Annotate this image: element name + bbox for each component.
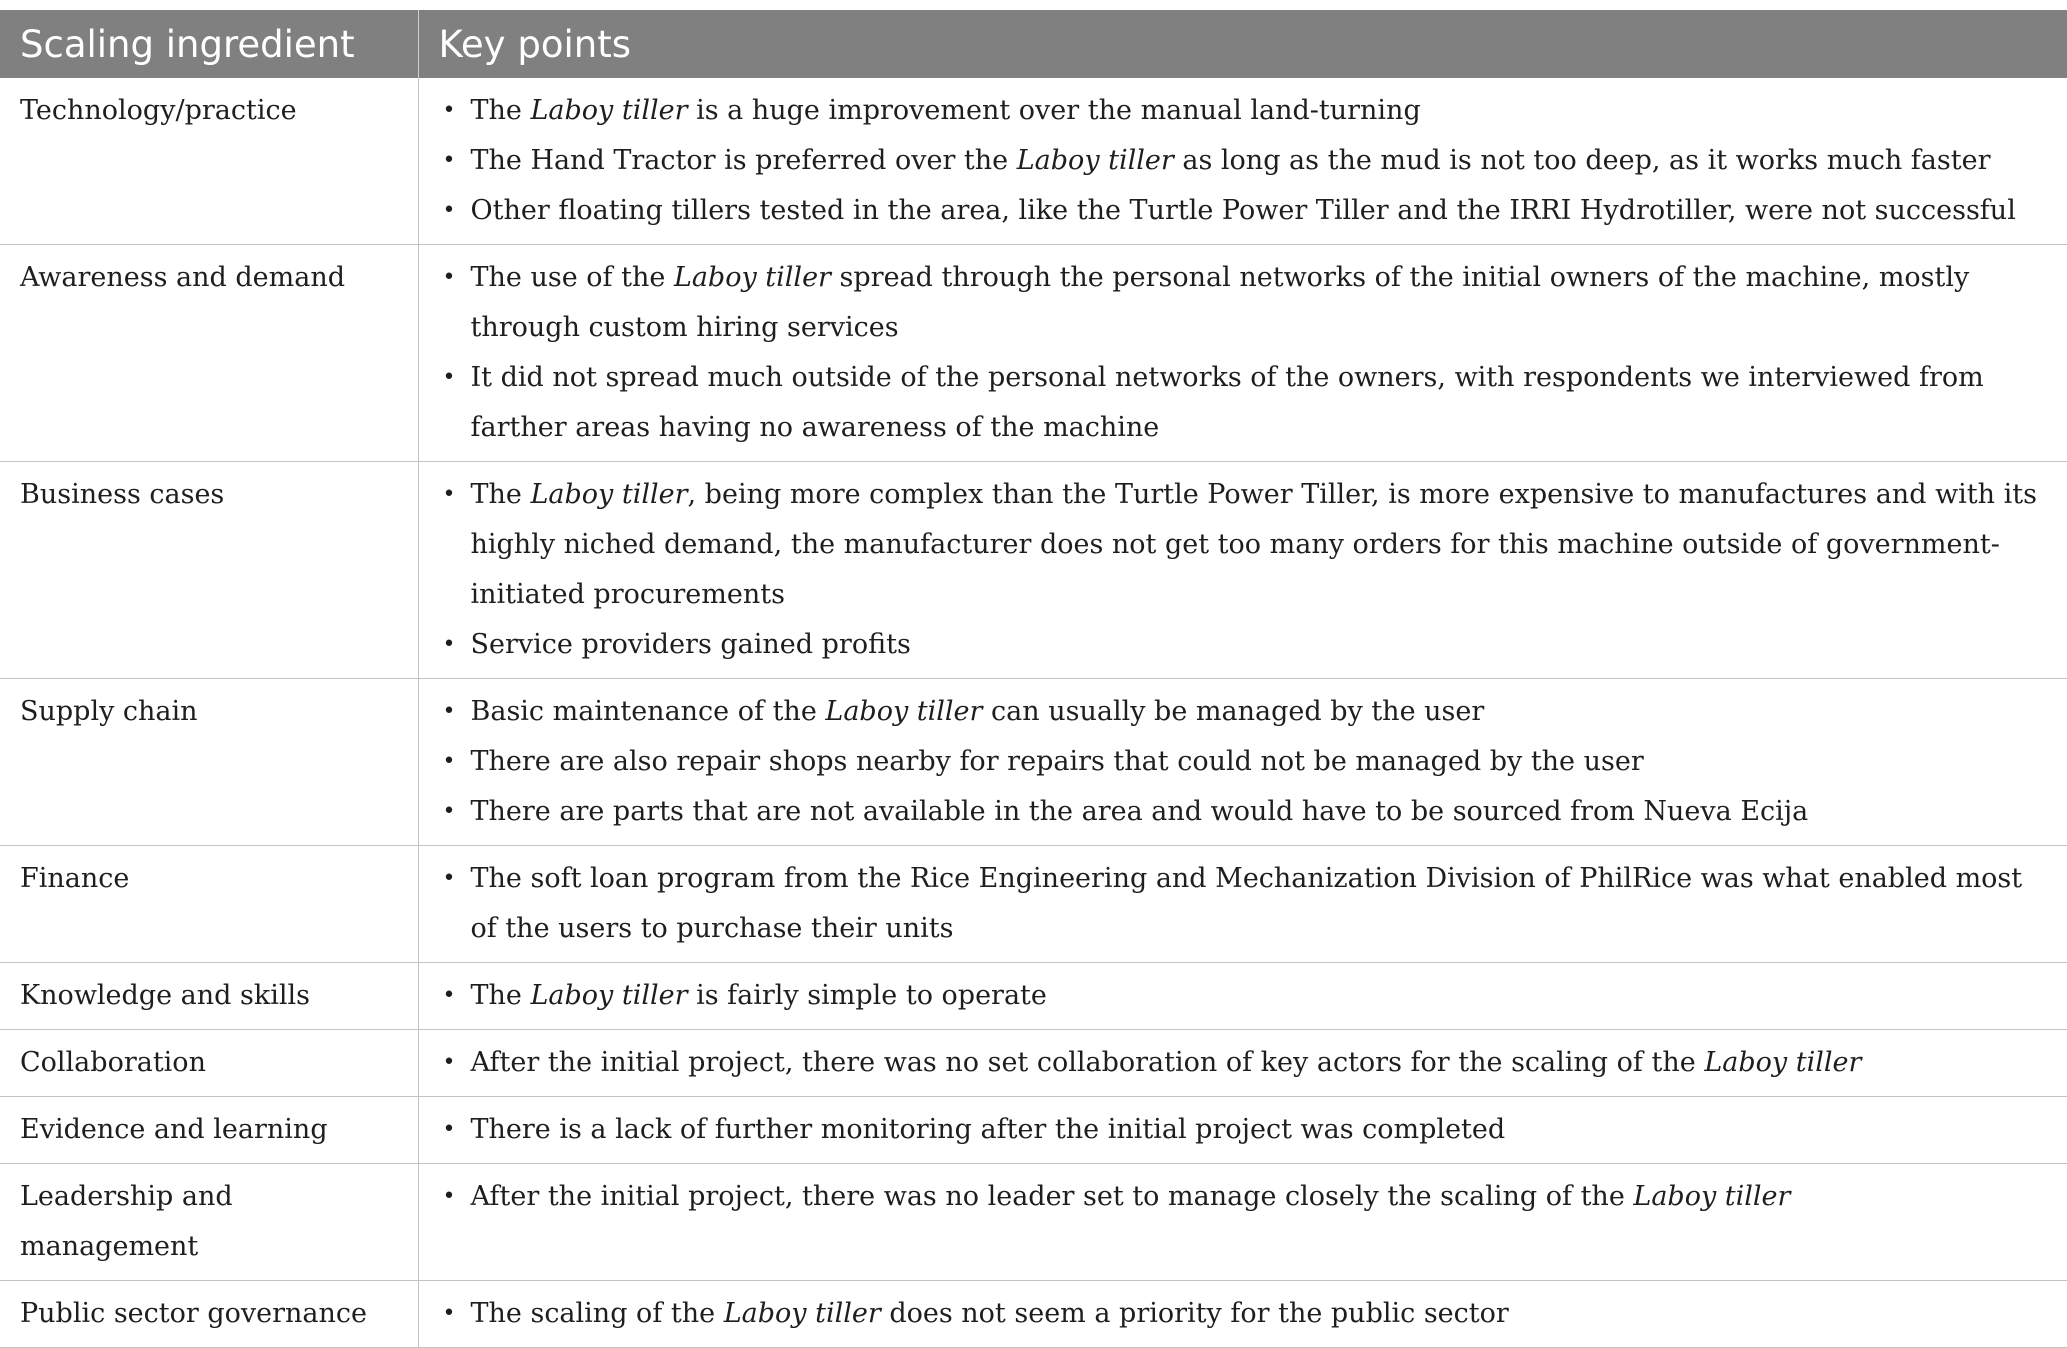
bullet-icon: • — [442, 265, 456, 290]
point-text: The — [470, 95, 531, 126]
key-points-cell — [418, 679, 2067, 846]
bullet-icon: • — [442, 799, 456, 824]
scaling-ingredient-cell: Finance — [0, 846, 418, 963]
key-points-cell — [418, 1281, 2067, 1348]
bullet-icon: • — [442, 1050, 456, 1075]
table-row — [0, 963, 2067, 1030]
point-text: There are also repair shops nearby for repairs that could not be managed by the user — [470, 746, 1644, 777]
table-row — [0, 78, 2067, 245]
key-points-list — [419, 1172, 2050, 1222]
key-points-cell — [418, 1030, 2067, 1097]
point-text: as long as the mud is not too deep, as it works much faster — [1173, 145, 1991, 176]
italic-term: Laboy tiller — [530, 479, 688, 510]
table-row — [0, 1097, 2067, 1164]
table-row — [0, 245, 2067, 462]
scaling-ingredient-cell: Leadership and management — [0, 1164, 418, 1281]
italic-term: Laboy tiller — [1704, 1047, 1862, 1078]
scaling-ingredient-cell: Public sector governance — [0, 1281, 418, 1348]
key-point-item — [419, 620, 2050, 670]
key-point-item — [419, 86, 2050, 136]
bullet-icon: • — [442, 198, 456, 223]
point-text: , being more complex than the Turtle Power Tiller, is more expensive to manufactures and with its highly niched demand, the manufacturer does not get too many orders for this machine outside of government-initiated procurements — [470, 479, 2037, 610]
table-row — [0, 679, 2067, 846]
key-point-item — [419, 1172, 2050, 1222]
scaling-ingredient-cell: Awareness and demand — [0, 245, 418, 462]
table-row — [0, 462, 2067, 679]
key-points-list — [419, 971, 2050, 1021]
table-row — [0, 1281, 2067, 1348]
bullet-icon: • — [442, 98, 456, 123]
table-body — [0, 78, 2067, 1348]
key-point-item — [419, 787, 2050, 837]
point-text: Service providers gained profits — [470, 629, 911, 660]
key-points-list — [419, 854, 2050, 954]
point-text: The soft loan program from the Rice Engineering and Mechanization Division of PhilRice was what enabled most of the users to purchase their units — [470, 863, 2023, 944]
key-point-item — [419, 186, 2050, 236]
key-points-cell — [418, 1097, 2067, 1164]
key-points-list — [419, 1038, 2050, 1088]
scaling-ingredient-cell: Evidence and learning — [0, 1097, 418, 1164]
point-text: can usually be managed by the user — [982, 696, 1485, 727]
bullet-icon: • — [442, 866, 456, 891]
bullet-icon: • — [442, 365, 456, 390]
italic-term: Laboy tiller — [723, 1298, 881, 1329]
key-point-item — [419, 136, 2050, 186]
key-points-cell — [418, 846, 2067, 963]
point-text: The use of the — [470, 262, 674, 293]
key-point-item — [419, 1105, 2050, 1155]
bullet-icon: • — [442, 1184, 456, 1209]
header-scaling-ingredient: Scaling ingredient — [0, 10, 418, 78]
point-text: After the initial project, there was no set collaboration of key actors for the scaling of the — [470, 1047, 1705, 1078]
key-points-list — [419, 470, 2050, 670]
point-text: The — [470, 980, 531, 1011]
key-point-item — [419, 470, 2050, 620]
italic-term: Laboy tiller — [673, 262, 831, 293]
point-text: The Hand Tractor is preferred over the — [470, 145, 1017, 176]
bullet-icon: • — [442, 983, 456, 1008]
scaling-ingredient-cell: Collaboration — [0, 1030, 418, 1097]
key-points-cell — [418, 78, 2067, 245]
key-point-item — [419, 737, 2050, 787]
point-text: Other floating tillers tested in the area, like the Turtle Power Tiller and the IRRI Hydrotiller, were not successful — [470, 195, 2016, 226]
table-row — [0, 1164, 2067, 1281]
table-row — [0, 1030, 2067, 1097]
bullet-icon: • — [442, 749, 456, 774]
italic-term: Laboy tiller — [1633, 1181, 1791, 1212]
header-row — [0, 10, 2067, 78]
key-points-list — [419, 1105, 2050, 1155]
key-point-item — [419, 854, 2050, 954]
key-point-item — [419, 687, 2050, 737]
point-text: It did not spread much outside of the personal networks of the owners, with respondents we interviewed from farther areas having no awareness of the machine — [470, 362, 1984, 443]
point-text: does not seem a priority for the public sector — [880, 1298, 1509, 1329]
key-points-cell — [418, 245, 2067, 462]
point-text: The — [470, 479, 531, 510]
key-point-item — [419, 971, 2050, 1021]
bullet-icon: • — [442, 1117, 456, 1142]
italic-term: Laboy tiller — [530, 980, 688, 1011]
bullet-icon: • — [442, 482, 456, 507]
scaling-ingredient-cell: Technology/practice — [0, 78, 418, 245]
italic-term: Laboy tiller — [1016, 145, 1174, 176]
table-row — [0, 846, 2067, 963]
key-points-cell — [418, 1164, 2067, 1281]
key-points-cell — [418, 462, 2067, 679]
bullet-icon: • — [442, 1301, 456, 1326]
scaling-ingredients-table — [0, 10, 2067, 1348]
key-point-item — [419, 353, 2050, 453]
bullet-icon: • — [442, 699, 456, 724]
point-text: The scaling of the — [470, 1298, 724, 1329]
key-points-cell — [418, 963, 2067, 1030]
key-point-item — [419, 1289, 2050, 1339]
italic-term: Laboy tiller — [530, 95, 688, 126]
bullet-icon: • — [442, 632, 456, 657]
point-text: is fairly simple to operate — [687, 980, 1047, 1011]
key-points-list — [419, 253, 2050, 453]
header-key-points: Key points — [418, 10, 2067, 78]
key-points-list — [419, 86, 2050, 236]
italic-term: Laboy tiller — [825, 696, 983, 727]
scaling-ingredient-cell: Knowledge and skills — [0, 963, 418, 1030]
bullet-icon: • — [442, 148, 456, 173]
table-header — [0, 10, 2067, 78]
point-text: After the initial project, there was no leader set to manage closely the scaling of the — [470, 1181, 1634, 1212]
point-text: is a huge improvement over the manual land-turning — [687, 95, 1421, 126]
scaling-ingredient-cell: Supply chain — [0, 679, 418, 846]
point-text: Basic maintenance of the — [470, 696, 826, 727]
point-text: There is a lack of further monitoring after the initial project was completed — [470, 1114, 1506, 1145]
key-point-item — [419, 1038, 2050, 1088]
key-points-list — [419, 1289, 2050, 1339]
scaling-ingredient-cell: Business cases — [0, 462, 418, 679]
key-point-item — [419, 253, 2050, 353]
point-text: There are parts that are not available in the area and would have to be sourced from Nueva Ecija — [470, 796, 1809, 827]
point-text: spread through the personal networks of the initial owners of the machine, mostly through custom hiring services — [470, 262, 1970, 343]
scaling-table-container — [0, 10, 2067, 1348]
key-points-list — [419, 687, 2050, 837]
